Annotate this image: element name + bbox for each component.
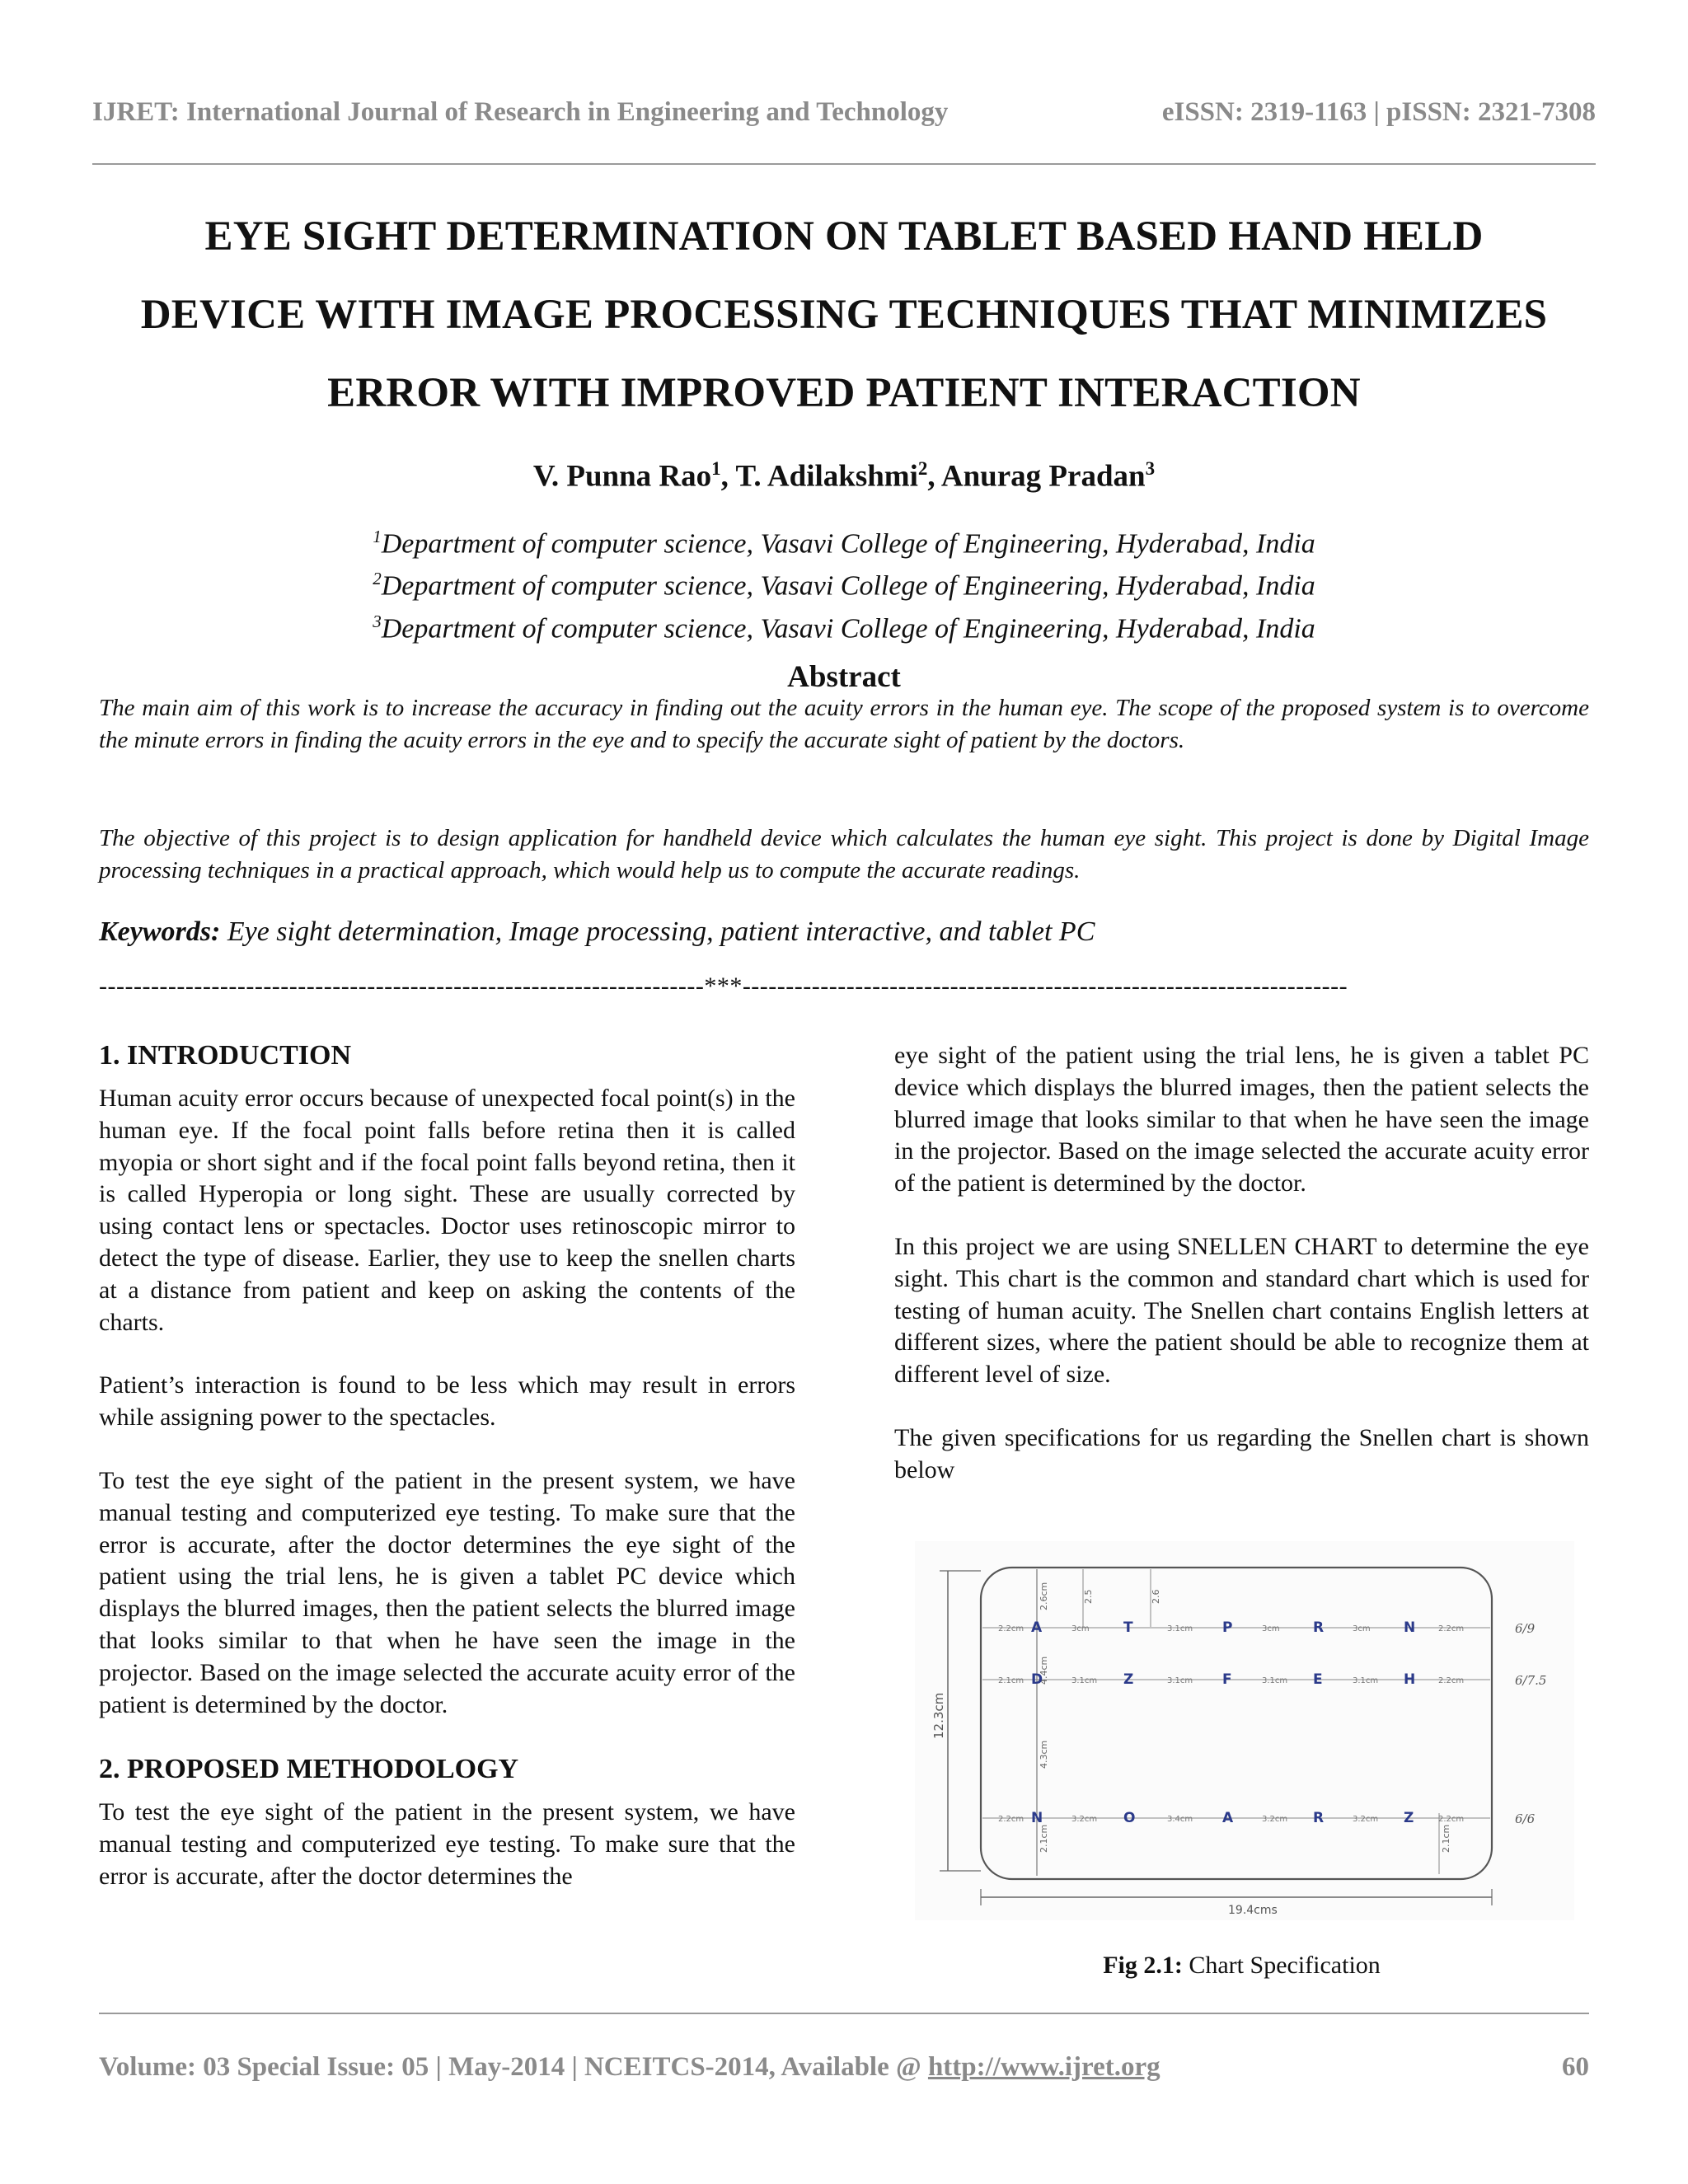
figure-caption-text: Chart Specification (1182, 1952, 1381, 1979)
author-name: T. Adilakshmi (735, 459, 918, 494)
gap-measure-label: 2.2cm (1438, 1815, 1465, 1824)
keywords-text: Eye sight determination, Image processing, patient interactive, and tablet PC (220, 916, 1095, 947)
affiliation-sup: 1 (373, 527, 382, 546)
author-list: V. Punna Rao$^1$, T. Adilakshmi$^2$, Anurag Pradan$^3$ (532, 458, 1156, 494)
author-name: V. Punna Rao (532, 459, 712, 494)
acuity-ratio-label: 6/7.5 (1515, 1673, 1547, 1688)
issn: eISSN: 2319-1163 | pISSN: 2321-7308 (1161, 97, 1596, 127)
vertical-measure-label: 2.1cm (1039, 1824, 1049, 1853)
acuity-ratio-label: 6/9 (1515, 1621, 1536, 1636)
section-heading: 2. PROPOSED METHODOLOGY (99, 1754, 519, 1785)
author-sup: 1 (711, 458, 721, 479)
chart-letter: P (1222, 1619, 1233, 1636)
gap-measure-label: 3.1cm (1262, 1676, 1288, 1685)
page-number: 60 (1562, 2052, 1589, 2082)
keywords (99, 916, 1589, 948)
vertical-measure-label: 4.3cm (1039, 1740, 1049, 1769)
chart-letter: Z (1123, 1671, 1134, 1688)
abstract-heading: Abstract (787, 660, 901, 694)
author-sup: 3 (1145, 458, 1156, 479)
body-paragraph: Patient’s interaction is found to be less which may result in errors while assigning power to the spectacles. (99, 1371, 795, 1432)
affiliation-text: Department of computer science, Vasavi College of Engineering, Hyderabad, India (381, 528, 1315, 560)
title-line: DEVICE WITH IMAGE PROCESSING TECHNIQUES THAT MINIMIZES (140, 292, 1548, 338)
gap-measure-label: 3cm (1071, 1624, 1090, 1633)
abstract-paragraph: The main aim of this work is to increase the accuracy in finding out the acuity errors in the human eye. The scope of the proposed system is to overcome the minute errors in finding the acuity errors in the eye and to specify the accurate sight of patient by the doctors. (99, 695, 1589, 753)
affiliation-text: Department of computer science, Vasavi College of Engineering, Hyderabad, India (381, 612, 1315, 644)
chart-letter: E (1313, 1671, 1323, 1688)
affiliation-sup: 2 (373, 569, 382, 589)
footer-text (99, 2052, 1160, 2083)
chart-letter: R (1313, 1810, 1325, 1826)
gap-measure-label: 2.2cm (1438, 1624, 1465, 1633)
body-paragraph: The given specifications for us regarding the Snellen chart is shown below (894, 1423, 1589, 1483)
chart-letter: R (1313, 1619, 1325, 1636)
body-paragraph: Human acuity error occurs because of unexpected focal point(s) in the human eye. If the focal point falls before retina then it is called myopia or short sight and if the focal point falls beyond retina, then it is called Hyperopia or long sight. These are usually corrected by using contact lens or spectacles. Doctor uses retinoscopic mirror to detect the type of disease. Earlier, they use to keep the snellen charts at a distance from patient and keep on asking the contents of the charts. (99, 1085, 795, 1336)
gap-measure-label: 3.1cm (1353, 1676, 1379, 1685)
chart-letter: F (1222, 1671, 1232, 1688)
abstract-paragraph: The objective of this project is to design application for handheld device which calculates the human eye sight. This project is done by Digital Image processing techniques in a practical approach, which would help us to compute the accurate readings. (99, 825, 1589, 883)
height-label: 12.3cm (931, 1692, 946, 1739)
vertical-measure-label: 2.6cm (1039, 1582, 1049, 1610)
author-sup: 2 (917, 458, 928, 479)
gap-measure-label: 3cm (1353, 1624, 1371, 1633)
chart-letter: T (1123, 1619, 1133, 1636)
acuity-ratio-label: 6/6 (1515, 1811, 1536, 1826)
footer-rule (99, 2013, 1589, 2014)
journal-name: IJRET: International Journal of Research in Engineering and Technology (92, 97, 949, 127)
gap-measure-label: 3.2cm (1353, 1815, 1379, 1824)
affiliation-list (0, 519, 1688, 646)
gap-measure-label: 3.1cm (1167, 1624, 1193, 1633)
affiliation (0, 519, 1688, 561)
chart-letter: N (1031, 1810, 1043, 1826)
header-rule (92, 163, 1596, 165)
chart-specification-figure (915, 1541, 1574, 1920)
right-column (894, 1040, 1589, 1518)
body-paragraph: To test the eye sight of the patient in the present system, we have manual testing and computerized eye testing. To make sure that the error is accurate, after the doctor determines the (99, 1798, 795, 1890)
title-line: ERROR WITH IMPROVED PATIENT INTERACTION (327, 370, 1361, 416)
gap-measure-label: 2.2cm (998, 1815, 1025, 1824)
figure-background (915, 1541, 1574, 1920)
gap-measure-label: 3cm (1262, 1624, 1280, 1633)
gap-measure-label: 3.2cm (1071, 1815, 1098, 1824)
chart-letter: O (1123, 1810, 1136, 1826)
chart-letter: A (1031, 1619, 1043, 1636)
gap-measure-label: 3.1cm (1167, 1676, 1193, 1685)
chart-letter: H (1404, 1671, 1416, 1688)
gap-measure-label: 2.2cm (1438, 1676, 1465, 1685)
keywords-label: Keywords: (99, 916, 221, 947)
left-column (99, 1037, 795, 1924)
vertical-measure-label: 4.4cm (1039, 1656, 1049, 1685)
affiliation (0, 604, 1688, 646)
affiliation-text: Department of computer science, Vasavi College of Engineering, Hyderabad, India (381, 570, 1315, 602)
author-name: Anurag Pradan (940, 459, 1146, 494)
chart-letter: Z (1404, 1810, 1414, 1826)
affiliation (0, 561, 1688, 603)
body-paragraph: eye sight of the patient using the trial lens, he is given a tablet PC device which displays the blurred images, then the patient selects the blurred image that looks similar to that when he have seen the image in the projector. Based on the image selected the accurate acuity error of the patient is determined by the doctor. (894, 1042, 1589, 1197)
gap-measure-label: 2.1cm (998, 1676, 1025, 1685)
body-paragraph: To test the eye sight of the patient in the present system, we have manual testing and computerized eye testing. To make sure that the error is accurate, after the doctor determines the eye sight of the patient using the trial lens, he is given a tablet PC device which displays the blurred images, then the patient selects the blurred image that looks similar to that when he have seen the image in the projector. Based on the image selected the accurate acuity error of the patient is determined by the doctor. (99, 1466, 795, 1718)
affiliation-sup: 3 (373, 611, 382, 631)
section-separator: ----------------------------------------------------------------------***---------------------------------------------------------------------- (99, 972, 1348, 1000)
footer-citation: Volume: 03 Special Issue: 05 | May-2014 | NCEITCS-2014, Available @ (99, 2052, 928, 2082)
vertical-measure-label: 2.5 (1083, 1589, 1094, 1604)
gap-measure-label: 2.2cm (998, 1624, 1025, 1633)
section-heading: 1. INTRODUCTION (99, 1040, 352, 1071)
body-paragraph: In this project we are using SNELLEN CHART to determine the eye sight. This chart is the common and standard chart which is used for testing of human acuity. The Snellen chart contains English letters at different sizes, where the patient should be able to recognize them at different level of size. (894, 1232, 1589, 1389)
chart-letter: N (1404, 1619, 1416, 1636)
vertical-measure-label: 2.6 (1151, 1589, 1161, 1604)
title-line: EYE SIGHT DETERMINATION ON TABLET BASED HAND HELD (204, 213, 1484, 260)
width-label: 19.4cms (1228, 1904, 1278, 1917)
vertical-measure-label: 2.1cm (1441, 1824, 1451, 1853)
paper-title (82, 198, 1606, 433)
journal-link[interactable]: http://www.ijret.org (927, 2052, 1160, 2082)
figure-caption-label: Fig 2.1: (1103, 1952, 1183, 1979)
gap-measure-label: 3.1cm (1071, 1676, 1098, 1685)
figure-caption (894, 1952, 1589, 1980)
gap-measure-label: 3.4cm (1167, 1815, 1193, 1824)
chart-letter: D (1031, 1671, 1043, 1688)
gap-measure-label: 3.2cm (1262, 1815, 1288, 1824)
chart-letter: A (1222, 1810, 1234, 1826)
